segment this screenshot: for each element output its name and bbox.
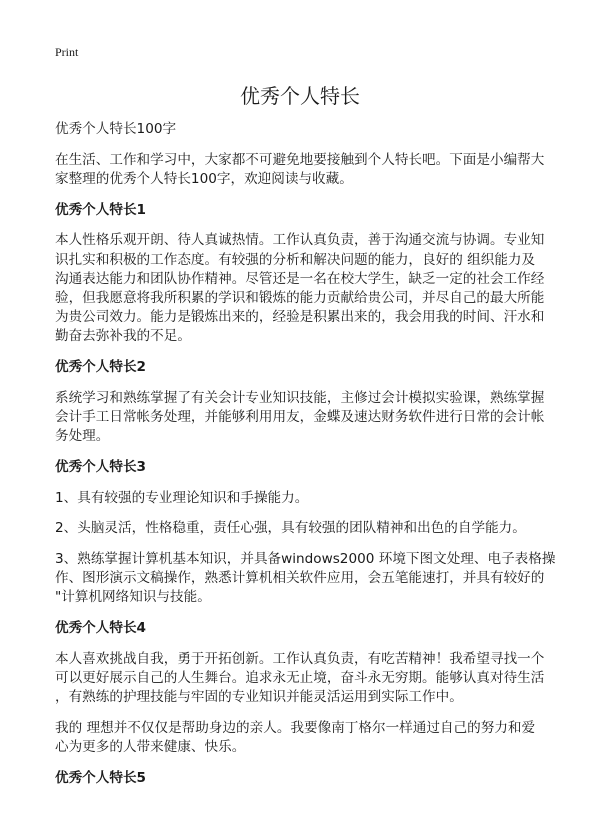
text-line: 3、熟练掌握计算机基本知识，并具备windows2000 环境下图文处理、电子表格操 [55,550,556,567]
section-heading: 优秀个人特长4 [55,620,147,637]
page-title: 优秀个人特长 [240,84,360,108]
section-paragraph [55,389,555,447]
text-line: 为贵公司效力。能力是锻炼出来的，经验是积累出来的，我会用我的时间、汗水和 [55,309,545,326]
text-line: 识扎实和积极的工作态度。有较强的分析和解决问题的能力，良好的 组织能力及 [55,251,536,268]
section-paragraph [55,489,555,508]
text-line: 系统学习和熟练掌握了有关会计专业知识技能，主修过会计模拟实验课，熟练掌握 [55,389,545,406]
section-heading: 优秀个人特长2 [55,359,147,376]
text-line: 沟通表达能力和团队协作精神。尽管还是一名在校大学生，缺乏一定的社会工作经 [55,270,545,287]
section-paragraph [55,519,555,538]
section-paragraph [55,231,555,346]
text-line: 作、图形演示文稿操作，熟悉计算机相关软件应用，会五笔能速打，并具有较好的 [55,570,545,587]
text-line: 我的 理想并不仅仅是帮助身边的亲人。我要像南丁格尔一样通过自己的努力和爱 [55,719,536,736]
text-line: ，有熟练的护理技能与牢固的专业知识并能灵活运用到实际工作中。 [55,689,463,706]
intro-paragraph [55,151,555,189]
text-line: 务处理。 [55,428,110,445]
text-line: 家整理的优秀个人特长100字，欢迎阅读与收藏。 [55,170,353,187]
section-paragraph [55,719,555,757]
text-line: 1、具有较强的专业理论知识和手操能力。 [55,489,309,506]
text-line: "计算机网络知识与技能。 [55,589,211,606]
subtitle [55,120,555,139]
text-line: 心为更多的人带来健康、快乐。 [55,739,246,756]
section-paragraph [55,650,555,708]
text-line: 可以更好展示自己的人生舞台。追求永无止境，奋斗永无穷期。能够认真对待生活 [55,669,545,686]
text-line: 勤奋去弥补我的不足。 [55,328,191,345]
text-line: 验，但我愿意将我所积累的学识和锻炼的能力贡献给贵公司，并尽自己的最大所能 [55,289,545,306]
text-line: 本人性格乐观开朗、待人真诚热情。工作认真负责，善于沟通交流与协调。专业知 [55,232,545,249]
section-heading: 优秀个人特长1 [55,201,147,218]
section-paragraph [55,550,555,608]
section-heading: 优秀个人特长5 [55,769,147,786]
text-line: 在生活、工作和学习中，大家都不可避免地要接触到个人特长吧。下面是小编帮大 [55,151,545,168]
print-label: Print [55,45,79,59]
text-line: 2、头脑灵活，性格稳重，责任心强，具有较强的团队精神和出色的自学能力。 [55,520,526,537]
text-line: 会计手工日常帐务处理，并能够利用用友，金蝶及速达财务软件进行日常的会计帐 [55,408,545,425]
section-heading: 优秀个人特长3 [55,458,147,475]
document-body [55,120,555,799]
subtitle-text: 优秀个人特长100字 [55,121,177,137]
text-line: 本人喜欢挑战自我，勇于开拓创新。工作认真负责，有吃苦精神！我希望寻找一个 [55,650,545,667]
